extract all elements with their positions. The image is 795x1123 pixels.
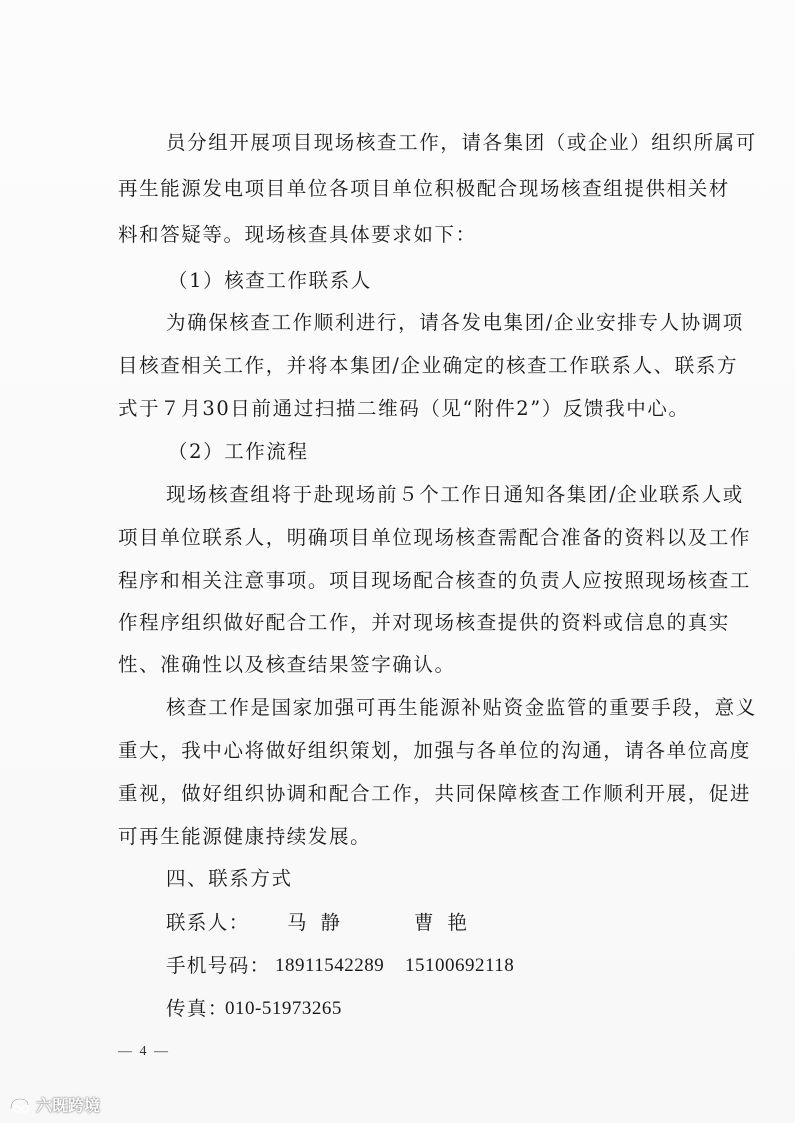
paragraph-4-line-2: 重大，我中心将做好组织策划，加强与各单位的沟通，请各单位高度: [118, 739, 752, 762]
phone-label: 手机号码：: [166, 954, 271, 977]
watermark-text: 六既跨境: [36, 1096, 101, 1115]
fax-label: 传真：: [166, 997, 229, 1020]
contact-person-label: 联系人：: [166, 911, 250, 934]
paragraph-3-line-2: 项目单位联系人，明确项目单位现场核查需配合准备的资料以及工作: [118, 526, 752, 549]
paragraph-3-line-5: 性、准确性以及核查结果签字确认。: [118, 653, 456, 676]
phone-number-1: 18911542289: [275, 955, 385, 976]
paragraph-1-line-3: 料和答疑等。现场核查具体要求如下：: [118, 223, 477, 246]
paragraph-3-line-4: 作程序组织做好配合工作，并对现场核查提供的资料或信息的真实: [118, 611, 730, 634]
contact-name-1: 马静: [287, 911, 355, 934]
paragraph-2-line-2: 目核查相关工作，并将本集团/企业确定的核查工作联系人、联系方: [118, 354, 739, 377]
paragraph-3-line-1: 现场核查组将于赴现场前５个工作日通知各集团/企业联系人或: [166, 483, 744, 506]
paragraph-3-line-3: 程序和相关注意事项。项目现场配合核查的负责人应按照现场核查工: [118, 569, 752, 592]
paragraph-1-line-2: 再生能源发电项目单位各项目单位积极配合现场核查组提供相关材: [118, 177, 730, 200]
contact-name-2: 曹艳: [414, 911, 482, 934]
paragraph-4-line-4: 可再生能源健康持续发展。: [118, 825, 372, 848]
paragraph-4-line-3: 重视，做好组织协调和配合工作，共同保障核查工作顺利开展，促进: [118, 782, 752, 805]
section-2-heading: （2）工作流程: [168, 440, 309, 463]
watermark-logo-icon: [8, 1095, 32, 1115]
fax-number: 010-51973265: [225, 998, 342, 1019]
paragraph-2-line-3: 式于７月30日前通过扫描二维码（见“附件2”）反馈我中心。: [118, 397, 690, 420]
paragraph-1-line-1: 员分组开展项目现场核查工作，请各集团（或企业）组织所属可: [166, 131, 757, 154]
paragraph-4-line-1: 核查工作是国家加强可再生能源补贴资金监管的重要手段，意义: [166, 696, 757, 719]
phone-number-2: 15100692118: [405, 955, 515, 976]
watermark: [8, 1093, 100, 1116]
section-4-heading: 四、联系方式: [166, 867, 293, 890]
paragraph-2-line-1: 为确保核查工作顺利进行，请各发电集团/企业安排专人协调项: [166, 311, 744, 334]
page-number: — 4 —: [118, 1044, 170, 1059]
section-1-heading: （1）核查工作联系人: [168, 269, 372, 292]
